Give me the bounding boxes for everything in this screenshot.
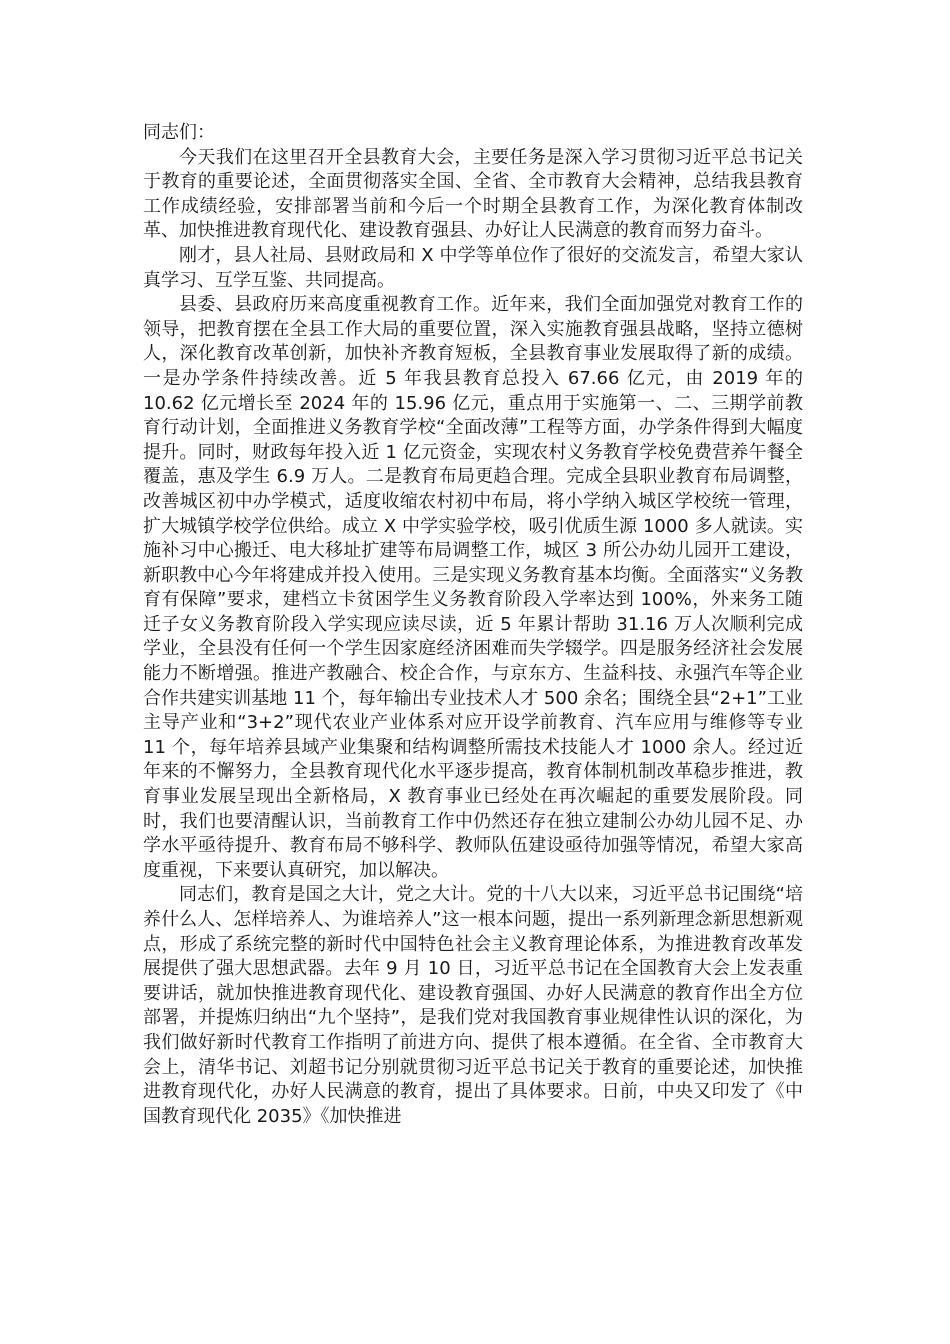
- paragraph-education-importance: 同志们，教育是国之大计，党之大计。党的十八大以来，习近平总书记围绕“培养什么人、怎样培养人、为谁培养人”这一根本问题，提出一系列新理念新思想新观点，形成了系统完整的新时代中国特色社会主义教育理论体系，为推进教育改革发展提供了强大思想武器。去年 9 月 10 日，习近平总书记在全国教育大会上发表重要讲话，就加快推进教育现代化、建设教育强国、办好人民满意的教育作出全方位部署，并提炼归纳出“九个坚持”，是我们党对我国教育事业规律性认识的深化，为我们做好新时代教育工作指明了前进方向、提供了根本遵循。在全省、全市教育大会上，清华书记、刘超书记分别就贯彻习近平总书记关于教育的重要论述，加快推进教育现代化，办好人民满意的教育，提出了具体要求。日前，中央又印发了《中国教育现代化 2035》《加快推进: [143, 884, 803, 1127]
- paragraph-achievements: 县委、县政府历来高度重视教育工作。近年来，我们全面加强党对教育工作的领导，把教育摆在全县工作大局的重要位置，深入实施教育强县战略，坚持立德树人，深化教育改革创新，加快补齐教育短板，全县教育事业发展取得了新的成绩。一是办学条件持续改善。近 5 年我县教育总投入 67.66 亿元，由 2019 年的 10.62 亿元增长至 2024 年的 15.96 亿元，重点用于实施第一、二、三期学前教育行动计划，全面推进义务教育学校“全面改薄”工程等方面，办学条件得到大幅度提升。同时，财政每年投入近 1 亿元资金，实现农村义务教育学校免费营养午餐全覆盖，惠及学生 6.9 万人。二是教育布局更趋合理。完成全县职业教育布局调整，改善城区初中办学模式，适度收缩农村初中布局，将小学纳入城区学校统一管理，扩大城镇学校学位供给。成立 X 中学实验学校，吸引优质生源 1000 多人就读。实施补习中心搬迁、电大移址扩建等布局调整工作，城区 3 所公办幼儿园开工建设，新职教中心今年将建成并投入使用。三是实现义务教育基本均衡。全面落实“义务教育有保障”要求，建档立卡贫困学生义务教育阶段入学率达到 100%，外来务工随迁子女义务教育阶段入学实现应读尽读，近 5 年累计帮助 31.16 万人次顺利完成学业，全县没有任何一个学生因家庭经济困难而失学辍学。四是服务经济社会发展能力不断增强。推进产教融合、校企合作，与京东方、生益科技、永强汽车等企业合作共建实训基地 11 个，每年输出专业技术人才 500 余名；围绕全县“2+1”工业主导产业和“3+2”现代农业产业体系对应开设学前教育、汽车应用与维修等专业 11 个，每年培养县域产业集聚和结构调整所需技术技能人才 1000 余人。经过近年来的不懈努力，全县教育现代化水平逐步提高，教育体制机制改革稳步推进，教育事业发展呈现出全新格局，X 教育事业已经处在再次崛起的重要发展阶段。同时，我们也要清醒认识，当前教育工作中仍然还存在独立建制公办幼儿园不足、办学水平亟待提升、教育布局不够科学、教师队伍建设亟待加强等情况，希望大家高度重视，下来要认真研究，加以解决。: [143, 294, 803, 881]
- salutation: 同志们：: [143, 122, 215, 143]
- paragraph-exchange-remarks: 刚才，县人社局、县财政局和 X 中学等单位作了很好的交流发言，希望大家认真学习、互学互鉴、共同提高。: [143, 244, 803, 291]
- paragraph-opening: 今天我们在这里召开全县教育大会，主要任务是深入学习贯彻习近平总书记关于教育的重要论述，全面贯彻落实全国、全省、全市教育大会精神，总结我县教育工作成绩经验，安排部署当前和今后一个时期全县教育工作，为深化教育体制改革、加快推进教育现代化、建设教育强县、办好让人民满意的教育而努力奋斗。: [143, 146, 803, 242]
- speech-body: [143, 121, 803, 1129]
